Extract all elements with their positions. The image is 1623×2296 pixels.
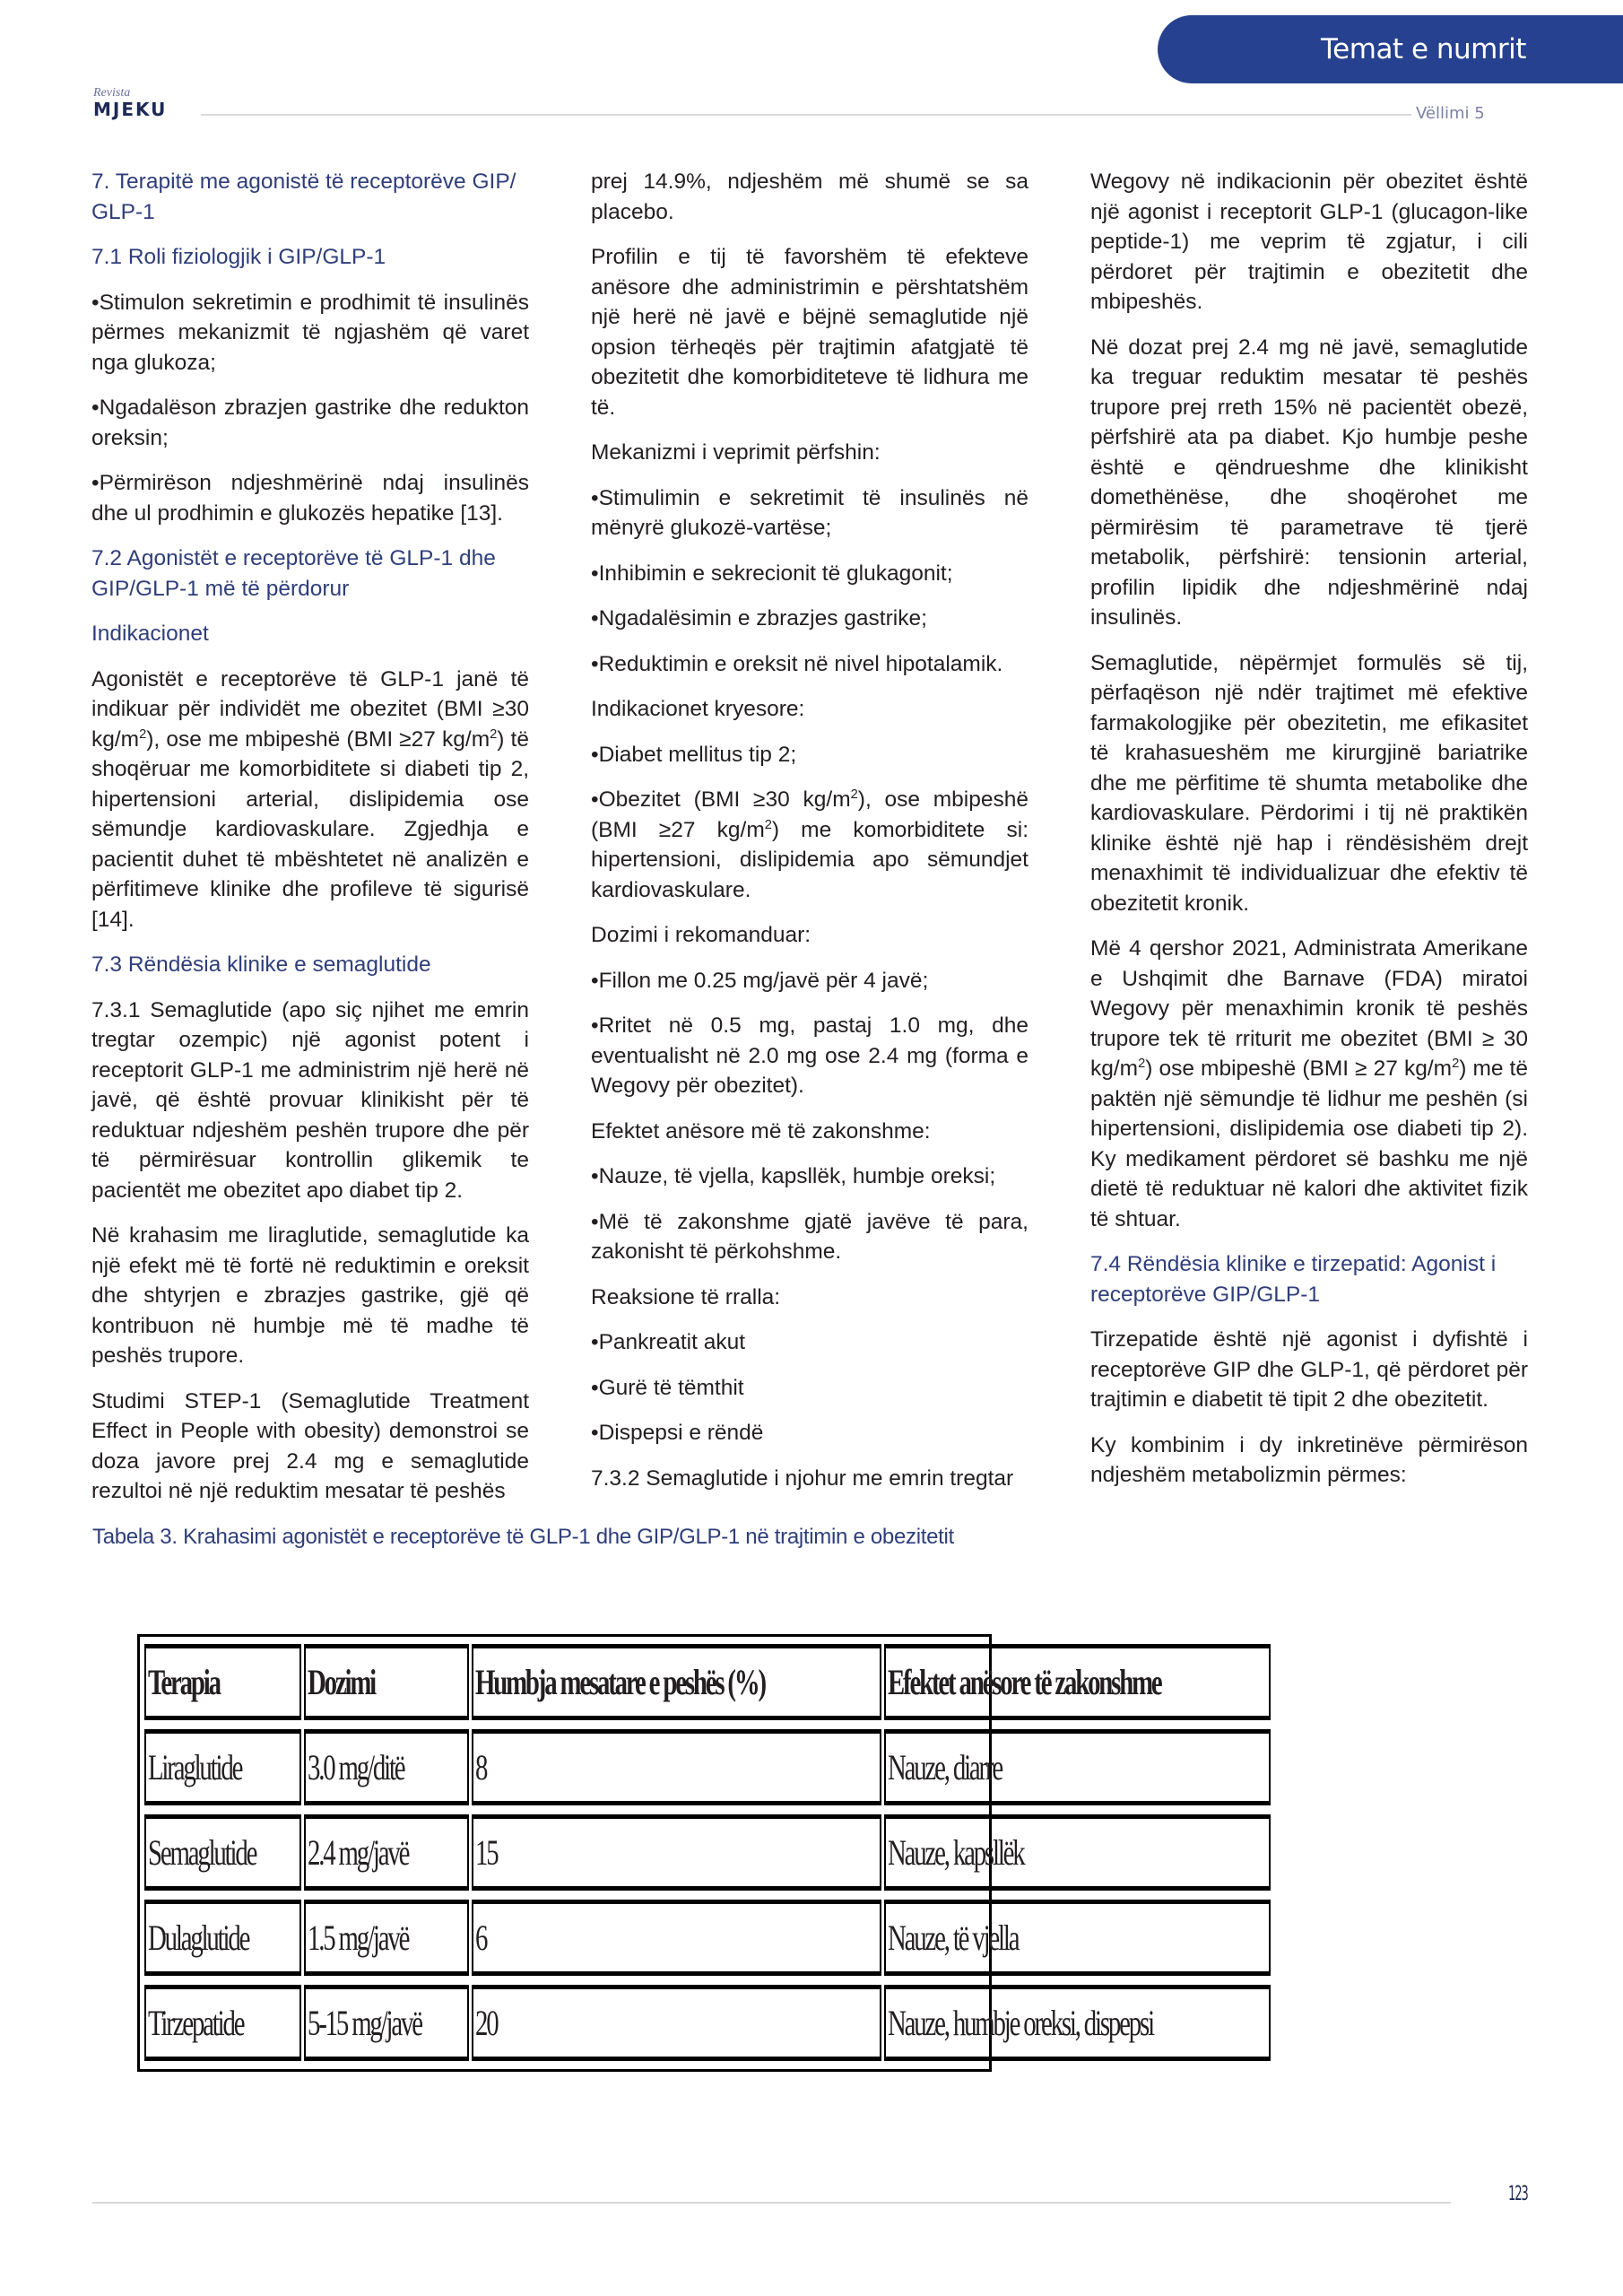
table-row — [144, 1985, 1271, 2061]
section-banner — [1158, 15, 1623, 83]
table-cell: 15 — [472, 1814, 881, 1891]
label-dosing: Dozimi i rekomanduar: — [591, 923, 812, 947]
paragraph-indications: Agonistët e receptorëve të GLP-1 janë të indikuar për individët me obezitet (BMI ≥30 $kg/m^2$), ose me mbipeshë (BMI ≥27 $kg/m^2$) të shoqëruar me komorbiditete si diabeti tip 2, hipertensioni arterial, dislipidemia ose sëmundje kardiovaskulare. Zgjedhja e pacientit duhet të mbështetet në analizën e përfitimeve klinike dhe profileve të sigurisë [14]. — [91, 666, 529, 932]
footer-divider — [92, 2202, 1451, 2204]
table-header-row — [144, 1644, 1271, 1720]
paragraph-step1: Studimi STEP-1 (Semaglutide Treatment Effect in People with obesity) demonstroi se doza javore prej 2.4 mg e semaglutide rezultoi në një reduktim mesatar të peshës — [91, 1388, 529, 1503]
paragraph-dosage: Në dozat prej 2.4 mg në javë, semaglutide ka treguar reduktim mesatar të peshës trupore prej rreth 15% në pacientët obezë, përfshirë ata pa diabet. Kjo humbje peshe është e qëndrueshme dhe klinikisht domethënëse, dhe shoqërohet me përmirësim të parametrave të tjerë metabolik, përfshirë: tensionin arterial, profilin lipidik dhe ndjeshmërinë ndaj insulinës. — [1090, 335, 1528, 630]
column-header: Dozimi — [304, 1644, 469, 1720]
heading-7-4: 7.4 Rëndësia klinike e tirzepatid: Agonist i receptorëve GIP/GLP-1 — [1090, 1252, 1497, 1307]
bullet-item: •Rritet në 0.5 mg, pastaj 1.0 mg, dhe eventualisht në 2.0 mg ose 2.4 mg (forma e Wegovy për obezitet). — [591, 1013, 1028, 1098]
table-caption: Tabela 3. Krahasimi agonistët e receptorëve të GLP-1 dhe GIP/GLP-1 në trajtimin e obezitetit — [92, 1525, 954, 1549]
heading-7-1: 7.1 Roli fiziologjik i GIP/GLP-1 — [91, 245, 386, 269]
page-number: 123 — [1508, 2183, 1528, 2205]
label-rare-reactions: Reaksione të rralla: — [591, 1284, 781, 1309]
column-header: Humbja mesatare e peshës (%) — [472, 1644, 881, 1720]
bullet-item: •Stimulimin e sekretimit të insulinës në mënyrë glukozë-vartëse; — [591, 485, 1028, 540]
bullet-item: •Ngadalësimin e zbrazjes gastrike; — [591, 606, 927, 631]
table-cell: 20 — [472, 1985, 881, 2061]
bullet-item: •Ngadalëson zbrazjen gastrike dhe redukton oreksin; — [91, 396, 529, 450]
column-header: Terapia — [144, 1644, 301, 1720]
heading-7-3: 7.3 Rëndësia klinike e semaglutide — [91, 952, 431, 977]
bullet-item: •Fillon me 0.25 mg/javë për 4 javë; — [591, 968, 929, 993]
bullet-item: •Nauze, të vjella, kapsllëk, humbje oreksi; — [591, 1164, 996, 1188]
table-cell: 3.0 mg/ditë — [304, 1729, 469, 1805]
bullet-item: •Inhibimin e sekrecionit të glukagonit; — [591, 561, 953, 586]
table-cell: Tirzepatide — [144, 1985, 301, 2061]
table-cell: 1.5 mg/javë — [304, 1900, 469, 1976]
column-header: Efektet anësore të zakonshme — [884, 1644, 1271, 1720]
paragraph-fda: Më 4 qershor 2021, Administrata Amerikane e Ushqimit dhe Barnave (FDA) miratoi Wegovy për menaxhimin kronik të peshës trupore tek të rriturit me obezitet (BMI ≥ 30 $kg/m^2$) ose mbipeshë (BMI ≥ 27 $kg/m^2$) me të paktën një sëmundje të lidhur me peshën (si hipertensioni, dislipidemia ose diabeti tip 2). Ky medikament përdoret së bashku me një dietë të reduktuar në kalori dhe aktivitet fizik të shtuar. — [1090, 936, 1528, 1231]
bullet-item: •Obezitet (BMI ≥30 $kg/m^2$), ose mbipeshë (BMI ≥27 $kg/m^2$) me komorbiditete si: hipertensioni, dislipidemia apo sëmundjet kardiovaskulare. — [591, 787, 1029, 902]
table-cell: Nauze, humbje oreksi, dispepsi — [884, 1985, 1271, 2061]
table-cell: 6 — [472, 1900, 881, 1976]
label-mechanism: Mekanizmi i veprimit përfshin: — [591, 440, 881, 465]
bullet-item: •Dispepsi e rëndë — [591, 1421, 764, 1445]
label-side-effects: Efektet anësore më të zakonshme: — [591, 1118, 931, 1144]
text-column-2 — [591, 167, 1028, 1509]
table-cell: 2.4 mg/javë — [304, 1814, 469, 1891]
text-column-3 — [1090, 167, 1528, 1506]
heading-7: 7. Terapitë me agonistë të receptorëve GIP/ GLP-1 — [91, 170, 516, 224]
paragraph-7-3-1: 7.3.1 Semaglutide (apo siç njihet me emrin tregtar ozempic) një agonist potent i receptorit GLP-1 me administrim një herë në javë, që është provuar klinikisht për të reduktuar ndjeshëm peshën trupore dhe për të përmirësuar kontrollin glikemik te pacientët me obezitet apo diabet tip 2. — [91, 997, 529, 1203]
paragraph-continued: prej 14.9%, ndjeshëm më shumë se sa placebo. — [591, 170, 1028, 224]
table-cell: Nauze, diarre — [884, 1729, 1271, 1805]
table-cell: Semaglutide — [144, 1814, 301, 1891]
section-label: Temat e numrit — [1321, 33, 1526, 65]
volume-label: Vëllimi 5 — [1416, 104, 1485, 123]
table-cell: Nauze, të vjella — [884, 1900, 1271, 1976]
table-cell: 8 — [472, 1729, 881, 1805]
bullet-item: •Pankreatit akut — [591, 1330, 746, 1354]
bullet-item: •Stimulon sekretimin e prodhimit të insulinës përmes mekanizmit të ngjashëm që varet nga glukoza; — [91, 290, 529, 375]
logo-small-text: Revista — [93, 86, 131, 100]
table-cell: 5-15 mg/javë — [304, 1985, 469, 2061]
label-main-indications: Indikacionet kryesore: — [591, 697, 805, 721]
header-divider — [201, 114, 1411, 116]
bullet-item: •Gurë të tëmthit — [591, 1375, 744, 1400]
heading-7-2: 7.2 Agonistët e receptorëve të GLP-1 dhe GIP/GLP-1 më të përdorur — [91, 546, 496, 601]
paragraph-tirzepatide: Tirzepatide është një agonist i dyfishtë i receptorëve GIP dhe GLP-1, që përdoret për trajtimin e diabetit të tipit 2 dhe obezitetit. — [1090, 1327, 1528, 1412]
paragraph-combination: Ky kombinim i dy inkretinëve përmirëson ndjeshëm metabolizmin përmes: — [1090, 1432, 1528, 1487]
table-row — [144, 1900, 1271, 1976]
journal-logo — [93, 87, 167, 119]
paragraph-profile: Profilin e tij të favorshëm të efekteve anësore dhe administrimin e përshtatshëm një herë në javë e bëjnë semaglutide një opsion tërheqës për trajtimin afatgjatë të obezitetit dhe komorbiditeteve të lidhura me të. — [591, 245, 1028, 420]
paragraph-7-3-2: 7.3.2 Semaglutide i njohur me emrin tregtar — [591, 1465, 1014, 1491]
table-cell: Nauze, kapsllëk — [884, 1814, 1271, 1891]
table-cell: Dulaglutide — [144, 1900, 301, 1976]
paragraph-wegovy: Wegovy në indikacionin për obezitet është një agonist i receptorit GLP-1 (glucagon-like peptide-1) me veprim të zgjatur, i cili përdoret për trajtimin e obezitetit dhe mbipeshës. — [1090, 170, 1528, 314]
bullet-item: •Përmirëson ndjeshmërinë ndaj insulinës dhe ul prodhimin e glukozës hepatike [13]. — [91, 471, 529, 526]
table-row — [144, 1814, 1271, 1891]
table-row — [144, 1729, 1271, 1805]
logo-main-text: MJEKU — [93, 99, 168, 120]
paragraph-liraglutide: Në krahasim me liraglutide, semaglutide ka një efekt më të fortë në reduktimin e oreksit dhe shtyrjen e zbrazjes gastrike, gjë që kontribuon në humbje më të madhe të peshës trupore. — [91, 1223, 529, 1368]
bullet-item: •Diabet mellitus tip 2; — [591, 742, 797, 767]
subheading-indikacionet: Indikacionet — [91, 622, 209, 646]
table-cell: Liraglutide — [144, 1729, 301, 1805]
bullet-item: •Reduktimin e oreksit në nivel hipotalamik. — [591, 651, 1003, 676]
comparison-table — [137, 1634, 1161, 2072]
paragraph-semaglutide: Semaglutide, nëpërmjet formulës së tij, përfaqëson një ndër trajtimet më efektive farmakologjike për obezitetin, me efikasitet të krahasueshëm me kirurgjinë bariatrike dhe me përfitime të shumta metabolike dhe kardiovaskulare. Përdorimi i tij në praktikën klinike është një hap i rëndësishëm drejt menaxhimit të individualizuar dhe efektiv të obezitetit kronik. — [1090, 650, 1528, 916]
text-column-1 — [91, 167, 529, 1522]
bullet-item: •Më të zakonshme gjatë javëve të para, zakonisht të përkohshme. — [591, 1209, 1028, 1264]
